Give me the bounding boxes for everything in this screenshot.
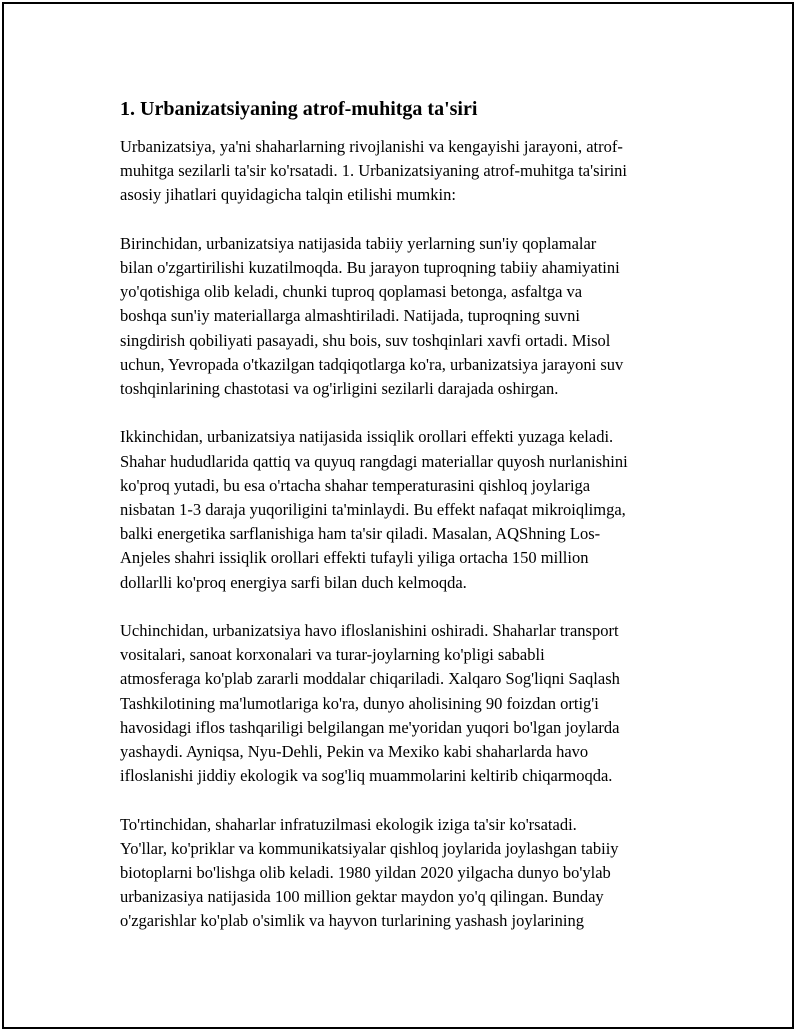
paragraph-line: Anjeles shahri issiqlik orollari effekti tufayli yiliga ortacha 150 million [120,548,589,568]
paragraph-line: toshqinlarining chastotasi va og'irligini sezilarli darajada oshirgan. [120,379,559,399]
paragraph-line: vositalari, sanoat korxonalari va turar-joylarning ko'pligi sababli [120,645,545,665]
paragraph-line: yo'qotishiga olib keladi, chunki tuproq qoplamasi betonga, asfaltga va [120,282,583,302]
paragraph-line: Shahar hududlarida qattiq va quyuq rangdagi materiallar quyosh nurlanishini [120,451,628,471]
paragraph-line: bilan o'zgartirilishi kuzatilmoqda. Bu jarayon tuproqning tabiiy ahamiyatini [120,258,620,277]
paragraph-line: Tashkilotining ma'lumotlariga ko'ra, dunyo aholisining 90 foizdan ortig'i [120,693,599,713]
paragraph-line: yashaydi. Ayniqsa, Nyu-Dehli, Pekin va Mexiko kabi shaharlarda havo [120,742,589,762]
paragraph-line: havosidagi iflos tashqariligi belgilangan me'yoridan yuqori bo'lgan joylarda [120,717,620,737]
paragraph-line: singdirish qobiliyati pasayadi, shu bois, suv toshqinlari xavfi ortadi. Misol [120,330,611,350]
paragraph-line: nisbatan 1-3 daraja yuqoriligini ta'minlaydi. Bu effekt nafaqat mikroiqlimga, [120,500,626,520]
paragraph-line: asosiy jihatlari quyidagicha talqin etilishi mumkin: [120,185,456,205]
paragraph-line: urbanizasiya natijasida 100 million gektar maydon yo'q qilingan. Bunday [120,887,604,907]
section-title: 1. Urbanizatsiyaning atrof-muhitga ta'siri [120,98,478,120]
paragraph-line: boshqa sun'iy materiallarga almashtiriladi. Natijada, tuproqning suvni [120,306,580,326]
document-page [2,2,794,1029]
document-body [120,96,700,958]
paragraph-line: Yo'llar, ko'priklar va kommunikatsiyalar qishloq joylarida joylashgan tabiiy [120,838,619,858]
paragraph-line: dollarlli ko'proq energiya sarfi bilan duch kelmoqda. [120,572,467,592]
paragraph-line: uchun, Yevropada o'tkazilgan tadqiqotlarga ko'ra, urbanizatsiya jarayoni suv [120,354,624,374]
paragraph-line: Ikkinchidan, urbanizatsiya natijasida issiqlik orollari effekti yuzaga keladi. [120,427,614,447]
paragraph-line: ko'proq yutadi, bu esa o'rtacha shahar temperaturasini qishloq joylariga [120,475,591,495]
paragraph-line: muhitga sezilarli ta'sir ko'rsatadi. 1. Urbanizatsiyaning atrof-muhitga ta'sirini [120,161,627,181]
paragraph-line: Urbanizatsiya, ya'ni shaharlarning rivojlanishi va kengayishi jarayoni, atrof- [120,137,623,156]
paragraph-line: ifloslanishi jiddiy ekologik va sog'liq muammolarini keltirib chiqarmoqda. [120,766,613,786]
paragraph-line: atmosferaga ko'plab zararli moddalar chiqariladi. Xalqaro Sog'liqni Saqlash [120,669,620,689]
paragraph-line: biotoplarni bo'lishga olib keladi. 1980 yildan 2020 yilgacha dunyo bo'ylab [120,863,611,883]
paragraph-first [120,232,700,401]
paragraph-intro [120,135,700,208]
paragraph-third [120,619,700,788]
paragraph-second [120,425,700,594]
paragraph-line: balki energetika sarflanishiga ham ta'sir qiladi. Masalan, AQShning Los- [120,524,601,544]
paragraph-line: Birinchidan, urbanizatsiya natijasida tabiiy yerlarning sun'iy qoplamalar [120,233,597,253]
paragraph-line: Uchinchidan, urbanizatsiya havo ifloslanishini oshiradi. Shaharlar transport [120,621,619,641]
paragraph-line: To'rtinchidan, shaharlar infratuzilmasi ekologik iziga ta'sir ko'rsatadi. [120,814,577,834]
paragraph-fourth [120,813,700,934]
paragraph-line: o'zgarishlar ko'plab o'simlik va hayvon turlarining yashash joylarining [120,911,584,931]
